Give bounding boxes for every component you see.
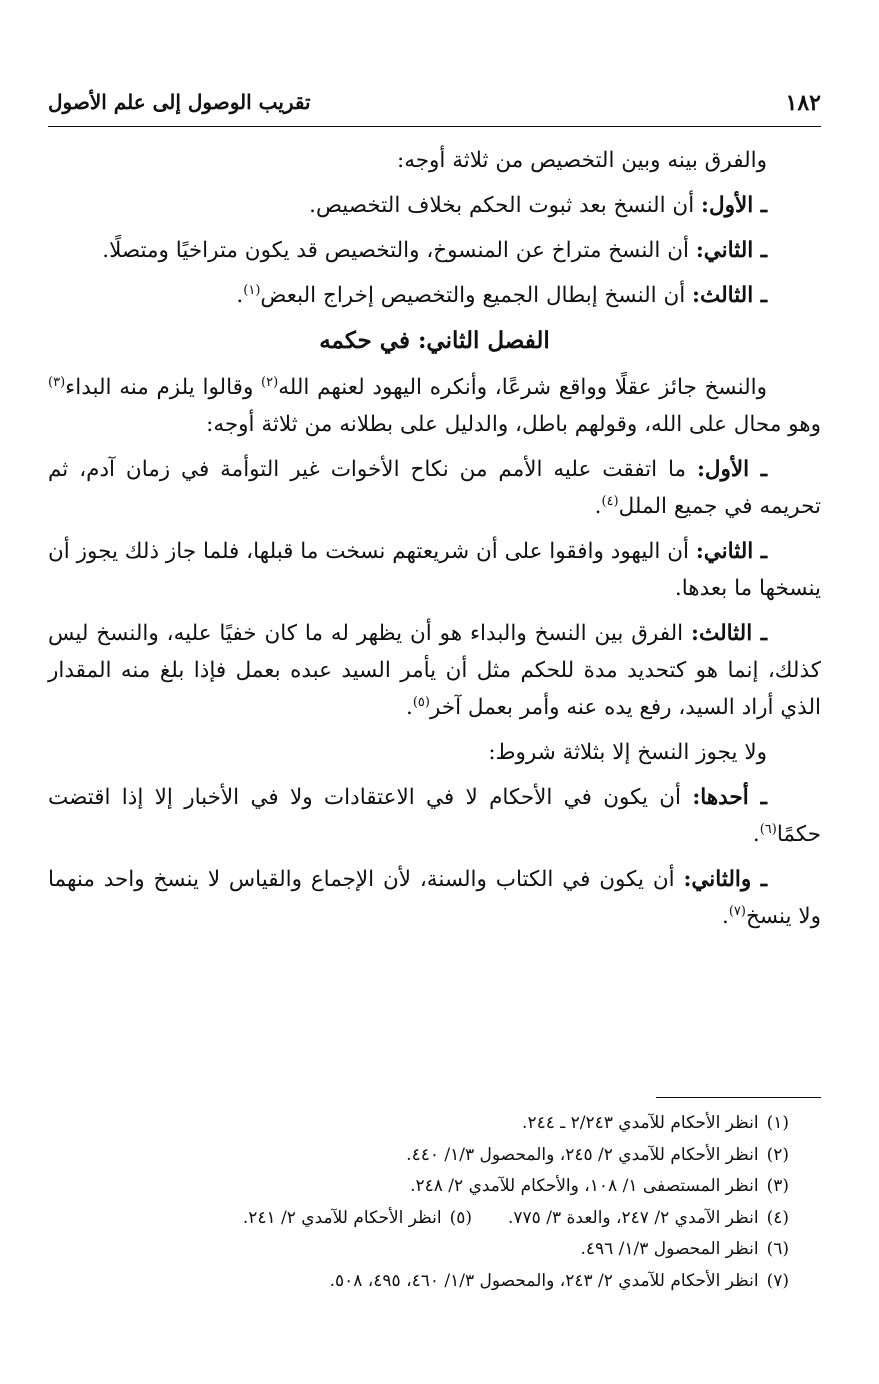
condition-first	[48, 779, 821, 853]
condition-first-end: .	[752, 822, 760, 847]
proof-third-lead: ـ الثالث:	[691, 621, 768, 646]
footnote-number: (٦)	[766, 1239, 789, 1259]
naskh-text-a: والنسخ جائز عقلًا وواقع شرعًا، وأنكره اليهود لعنهم الله	[278, 375, 767, 400]
footnote-6	[48, 1234, 789, 1266]
header-rule	[48, 126, 821, 127]
intro-paragraph: والفرق بينه وبين التخصيص من ثلاثة أوجه:	[396, 148, 767, 173]
page-header	[48, 86, 821, 126]
naskh-text-b: وقالوا يلزم منه البداء	[65, 375, 262, 400]
footnote-rule	[656, 1097, 821, 1098]
footnote-text: انظر المحصول ١/٣/ ٤٩٦.	[580, 1239, 759, 1259]
difference-second-text: أن النسخ متراخ عن المنسوخ، والتخصيص قد يكون متراخيًا ومتصلًا.	[102, 238, 696, 263]
conditions-intro: ولا يجوز النسخ إلا بثلاثة شروط:	[488, 740, 767, 765]
difference-second	[48, 232, 821, 269]
footnotes	[48, 1108, 789, 1297]
difference-third-text: أن النسخ إبطال الجميع والتخصيص إخراج البعض	[260, 283, 693, 308]
footnote-ref-7[interactable]: (٧)	[728, 903, 746, 919]
footnote-ref-2[interactable]: (٢)	[261, 374, 279, 390]
footnote-7	[48, 1266, 789, 1298]
condition-first-lead: ـ أحدها:	[692, 785, 767, 810]
difference-first	[48, 187, 821, 224]
difference-third-end: .	[236, 283, 244, 308]
proof-third-end: .	[405, 695, 413, 720]
footnote-number: (٧)	[766, 1270, 789, 1291]
difference-first-lead: ـ الأول:	[701, 193, 767, 218]
footnote-text: انظر الأحكام للآمدي ٢/٢٤٣ ـ ٢٤٤.	[522, 1113, 759, 1133]
difference-first-text: أن النسخ بعد ثبوت الحكم بخلاف التخصيص.	[309, 193, 702, 218]
footnote-text: انظر الأحكام للآمدي ٢/ ٢٤٣، والمحصول ١/٣/ ٤٦٠، ٤٩٥، ٥٠٨.	[329, 1270, 759, 1291]
proof-second	[48, 533, 821, 607]
condition-second	[48, 861, 821, 935]
condition-first-text: أن يكون في الأحكام لا في الاعتقادات ولا في الأخبار إلا إذا اقتضت حكمًا	[48, 785, 821, 847]
footnote-number: (٥)	[449, 1207, 472, 1228]
footnote-3	[48, 1171, 789, 1203]
naskh-text-c: وهو محال على الله، وقولهم باطل، والدليل على بطلانه من ثلاثة أوجه:	[206, 412, 821, 437]
chapter-heading: الفصل الثاني: في حكمه	[319, 327, 550, 354]
footnote-ref-3[interactable]: (٣)	[48, 374, 66, 390]
proof-second-lead: ـ الثاني:	[695, 539, 768, 564]
proof-third-text: الفرق بين النسخ والبداء هو أن يظهر له ما كان خفيًا عليه، والنسخ ليس كذلك، إنما هو كتحديد مدة للحكم مثل أن يأمر السيد عبده بعمل فإذا بلغ منه المقدار الذي أراد السيد، رفع يده عنه وأمر بعمل آخر	[48, 621, 821, 720]
footnote-text: انظر المستصفى ١/ ١٠٨، والأحكام للآمدي ٢/ ٢٤٨.	[410, 1176, 759, 1196]
footnote-ref-4[interactable]: (٤)	[601, 493, 619, 509]
condition-second-text: أن يكون في الكتاب والسنة، لأن الإجماع والقياس لا ينسخ واحد منهما ولا ينسخ	[48, 867, 821, 929]
main-text	[48, 142, 821, 943]
footnote-number: (٢)	[766, 1144, 789, 1165]
footnote-2	[48, 1140, 789, 1172]
proof-second-text: أن اليهود وافقوا على أن شريعتهم نسخت ما قبلها، فلما جاز ذلك يجوز أن ينسخها ما بعدها.	[48, 539, 821, 601]
footnote-ref-5[interactable]: (٥)	[412, 694, 430, 710]
difference-third-lead: ـ الثالث:	[692, 283, 767, 308]
proof-first-end: .	[594, 494, 602, 519]
running-title: تقريب الوصول إلى علم الأصول	[48, 90, 311, 114]
difference-third	[48, 277, 821, 314]
proof-third	[48, 615, 821, 726]
footnote-ref-1[interactable]: (١)	[243, 282, 261, 298]
footnote-text: انظر الآمدي ٢/ ٢٤٧، والعدة ٣/ ٧٧٥.	[508, 1207, 759, 1228]
footnote-text: انظر الأحكام للآمدي ٢/ ٢٤٥، والمحصول ١/٣/ ٤٤٠.	[406, 1144, 759, 1165]
proof-first-text: ما اتفقت عليه الأمم من نكاح الأخوات غير التوأمة في زمان آدم، ثم تحريمه في جميع الملل	[48, 457, 821, 519]
footnote-number: (٣)	[766, 1176, 789, 1196]
naskh-paragraph	[48, 369, 821, 443]
proof-first-lead: ـ الأول:	[696, 457, 767, 482]
condition-second-lead: ـ والثاني:	[683, 867, 768, 892]
footnote-number: (٤)	[766, 1207, 789, 1228]
footnote-ref-6[interactable]: (٦)	[759, 821, 777, 837]
page-number: ١٨٢	[785, 90, 821, 116]
footnote-text: انظر الأحكام للآمدي ٢/ ٢٤١.	[242, 1207, 442, 1228]
footnote-1	[48, 1108, 789, 1140]
proof-first	[48, 451, 821, 525]
difference-second-lead: ـ الثاني:	[695, 238, 767, 263]
condition-second-end: .	[722, 904, 729, 929]
footnote-number: (١)	[766, 1113, 789, 1133]
footnote-4-5	[48, 1203, 789, 1235]
